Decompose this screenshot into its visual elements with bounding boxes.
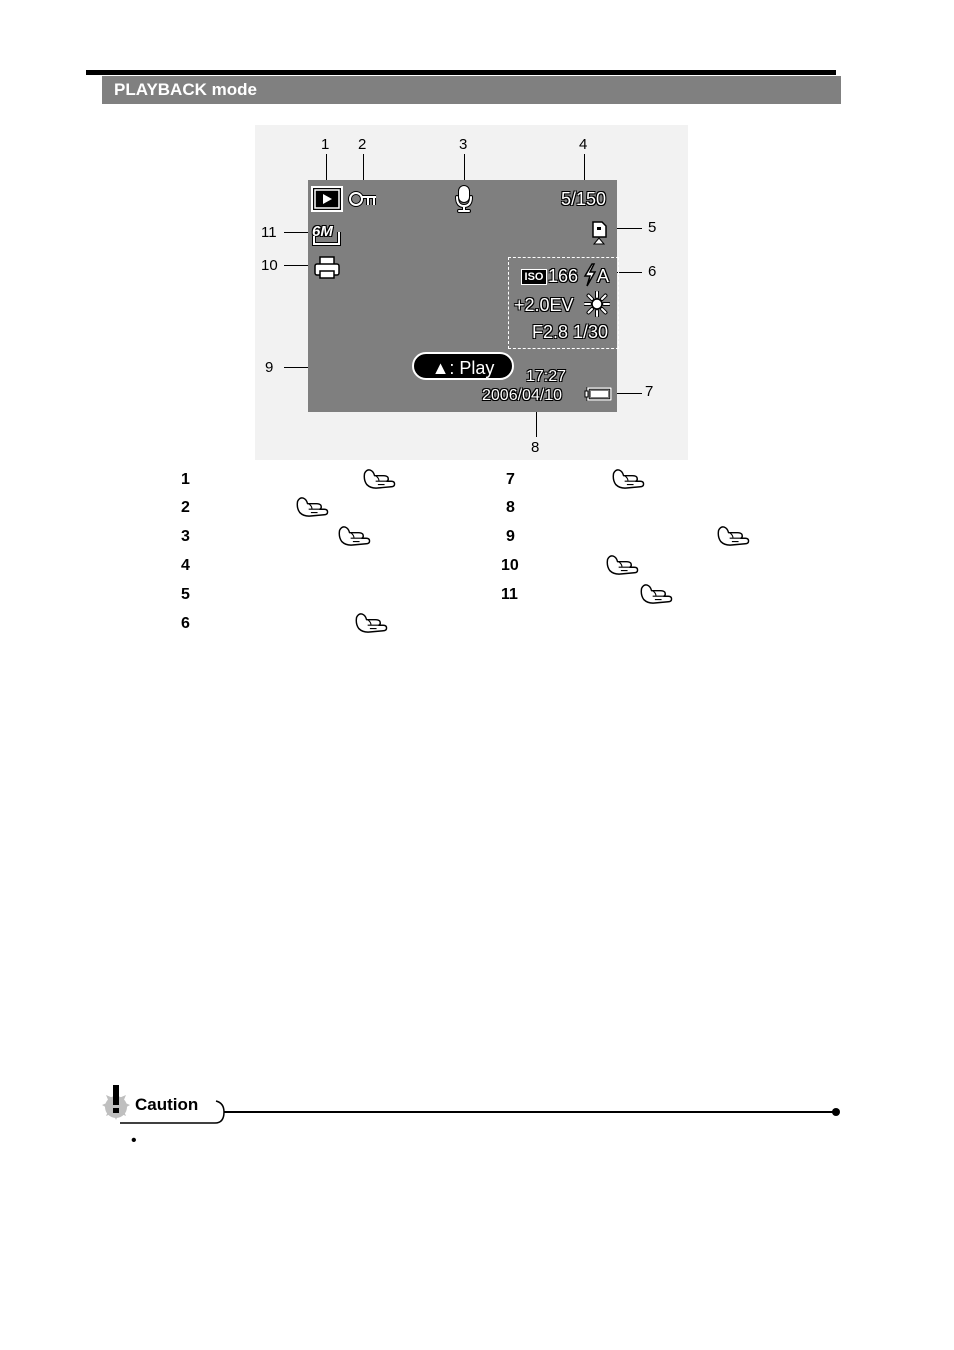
- callout-5: 5: [648, 219, 657, 236]
- caution-divider: [120, 1093, 845, 1125]
- playback-mode-icon: [311, 186, 343, 212]
- callout-11: 11: [261, 224, 277, 241]
- callout-6: 6: [648, 263, 657, 280]
- caution-block: [100, 1085, 842, 1149]
- legend-item-5: 5: [181, 586, 190, 603]
- caution-label: Caution: [135, 1095, 199, 1114]
- voice-memo-icon: [454, 185, 474, 213]
- image-counter: 5/150: [561, 189, 607, 209]
- play-hint-label: ▲: Play: [431, 358, 495, 378]
- legend-item-8: 8: [506, 499, 515, 516]
- pointing-hand-icon: [353, 613, 389, 633]
- pointing-hand-icon: [604, 555, 640, 575]
- callout-8: 8: [531, 439, 540, 456]
- pointing-hand-icon: [610, 469, 646, 489]
- exposure-value: +2.0EV: [514, 295, 574, 315]
- callout-7: 7: [645, 383, 654, 400]
- pointing-hand-icon: [715, 526, 751, 546]
- resolution-bracket-icon: [312, 228, 342, 246]
- pointing-hand-icon: [336, 526, 372, 546]
- flash-icon: [583, 263, 597, 287]
- callout-1: 1: [321, 136, 330, 153]
- callout-10: 10: [261, 257, 278, 274]
- resolution-label: 6M: [312, 223, 333, 240]
- sunny-white-balance-icon: [584, 291, 610, 317]
- aperture-shutter: F2.8 1/30: [532, 322, 609, 342]
- battery-icon: [584, 387, 612, 401]
- legend-item-2: 2: [181, 499, 190, 516]
- iso-value: 166: [548, 266, 579, 286]
- callout-2: 2: [358, 136, 367, 153]
- section-title: PLAYBACK mode: [114, 80, 257, 99]
- pointing-hand-icon: [294, 497, 330, 517]
- callout-9: 9: [265, 359, 274, 376]
- caution-bullet: •: [131, 1132, 137, 1149]
- legend-item-3: 3: [181, 528, 190, 545]
- iso-badge: [521, 269, 547, 285]
- legend-item-10: 10: [501, 557, 519, 574]
- play-hint-button[interactable]: [412, 352, 514, 380]
- legend-item-4: 4: [181, 557, 190, 574]
- capture-date: 2006/04/10: [482, 387, 563, 404]
- legend-item-6: 6: [181, 615, 190, 632]
- dpof-print-icon: [313, 256, 341, 280]
- legend-item-1: 1: [181, 471, 190, 488]
- pointing-hand-icon: [638, 584, 674, 604]
- legend-item-9: 9: [506, 528, 515, 545]
- callout-3: 3: [459, 136, 468, 153]
- top-rule: [86, 70, 836, 75]
- memory-card-icon: [590, 221, 608, 247]
- iso-badge-label: ISO: [524, 271, 544, 283]
- pointing-hand-icon: [361, 469, 397, 489]
- protect-key-icon: [348, 190, 378, 208]
- callout-4: 4: [579, 136, 588, 153]
- capture-time: 17:27: [526, 368, 567, 385]
- flash-mode: A: [597, 266, 610, 286]
- legend-item-11: 11: [501, 586, 518, 603]
- legend-item-7: 7: [506, 471, 515, 488]
- section-header: [102, 76, 841, 104]
